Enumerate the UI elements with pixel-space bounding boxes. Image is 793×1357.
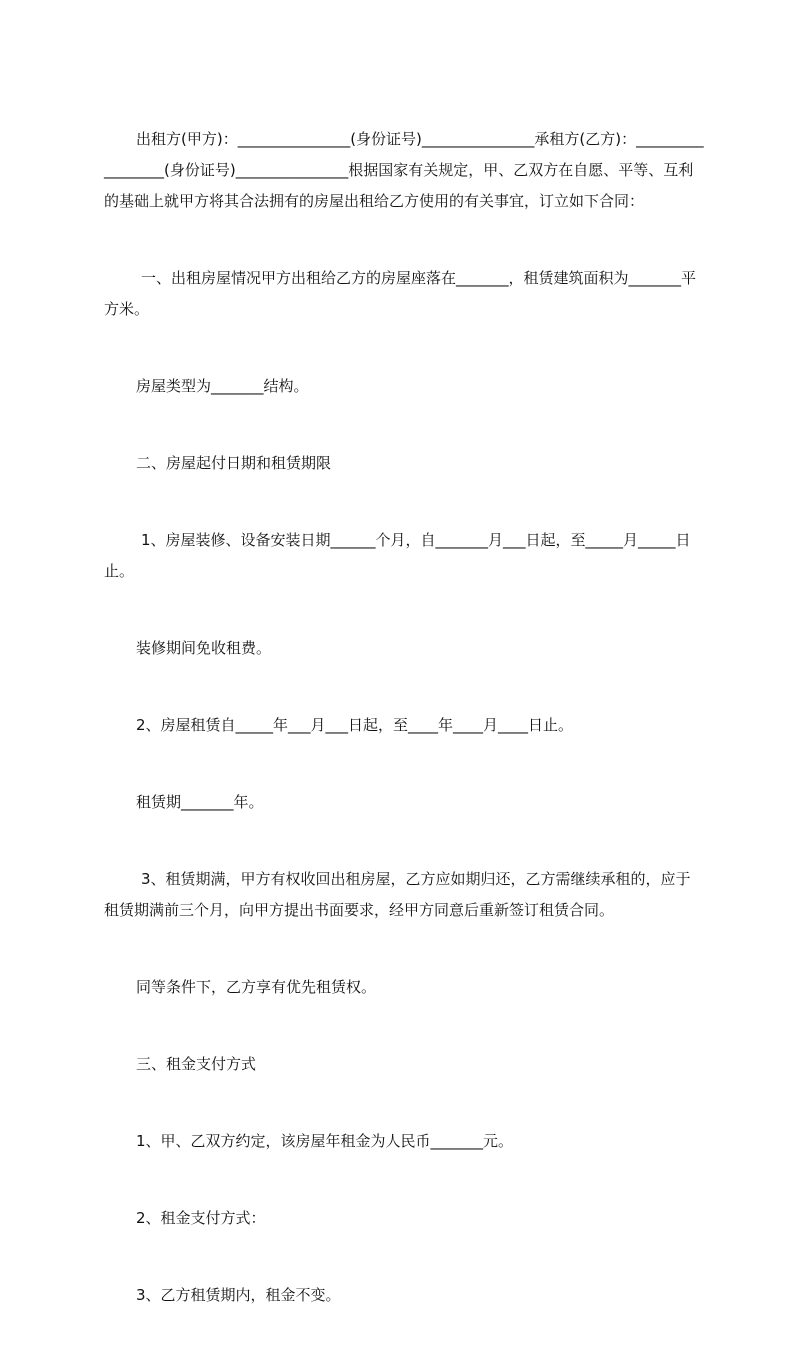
clause-3-3-rent-fixed: 3、乙方租赁期内，租金不变。 bbox=[136, 1286, 341, 1304]
section-3-heading: 三、租金支付方式 bbox=[136, 1055, 257, 1073]
clause-3-1-annual-rent: 1、甲、乙双方约定，该房屋年租金为人民币_______元。 bbox=[136, 1132, 514, 1150]
house-type-paragraph: 房屋类型为_______结构。 bbox=[136, 377, 309, 395]
section-1-premises: 一、出租房屋情况甲方出租给乙方的房屋座落在_______，租赁建筑面积为_______平方米。 bbox=[104, 269, 697, 318]
contract-parties-paragraph: 出租方(甲方)：_______________(身份证号)_______________承租方(乙方)：_________________(身份证号)_______________根据国家有关规定，甲、乙双方在自愿、平等、互利的基础上就甲方将其合法拥有的房屋出租给乙方使用的有关事宜，订立如下合同： bbox=[104, 130, 704, 210]
document-body bbox=[104, 124, 704, 1357]
lease-term-paragraph: 租赁期_______年。 bbox=[136, 793, 264, 811]
section-2-heading: 二、房屋起付日期和租赁期限 bbox=[136, 454, 332, 472]
renovation-rent-free: 装修期间免收租费。 bbox=[136, 639, 272, 657]
clause-2-3-expiry: 3、租赁期满，甲方有权收回出租房屋，乙方应如期归还，乙方需继续承租的，应于租赁期满前三个月，向甲方提出书面要求，经甲方同意后重新签订租赁合同。 bbox=[104, 870, 691, 919]
clause-3-2-payment-method: 2、租金支付方式： bbox=[136, 1209, 266, 1227]
priority-lease-right: 同等条件下，乙方享有优先租赁权。 bbox=[136, 978, 377, 996]
clause-2-1-renovation: 1、房屋装修、设备安装日期______个月，自_______月___日起，至_____月_____日止。 bbox=[104, 531, 691, 580]
clause-2-2-lease-dates: 2、房屋租赁自_____年___月___日起，至____年____月____日止。 bbox=[136, 716, 574, 734]
